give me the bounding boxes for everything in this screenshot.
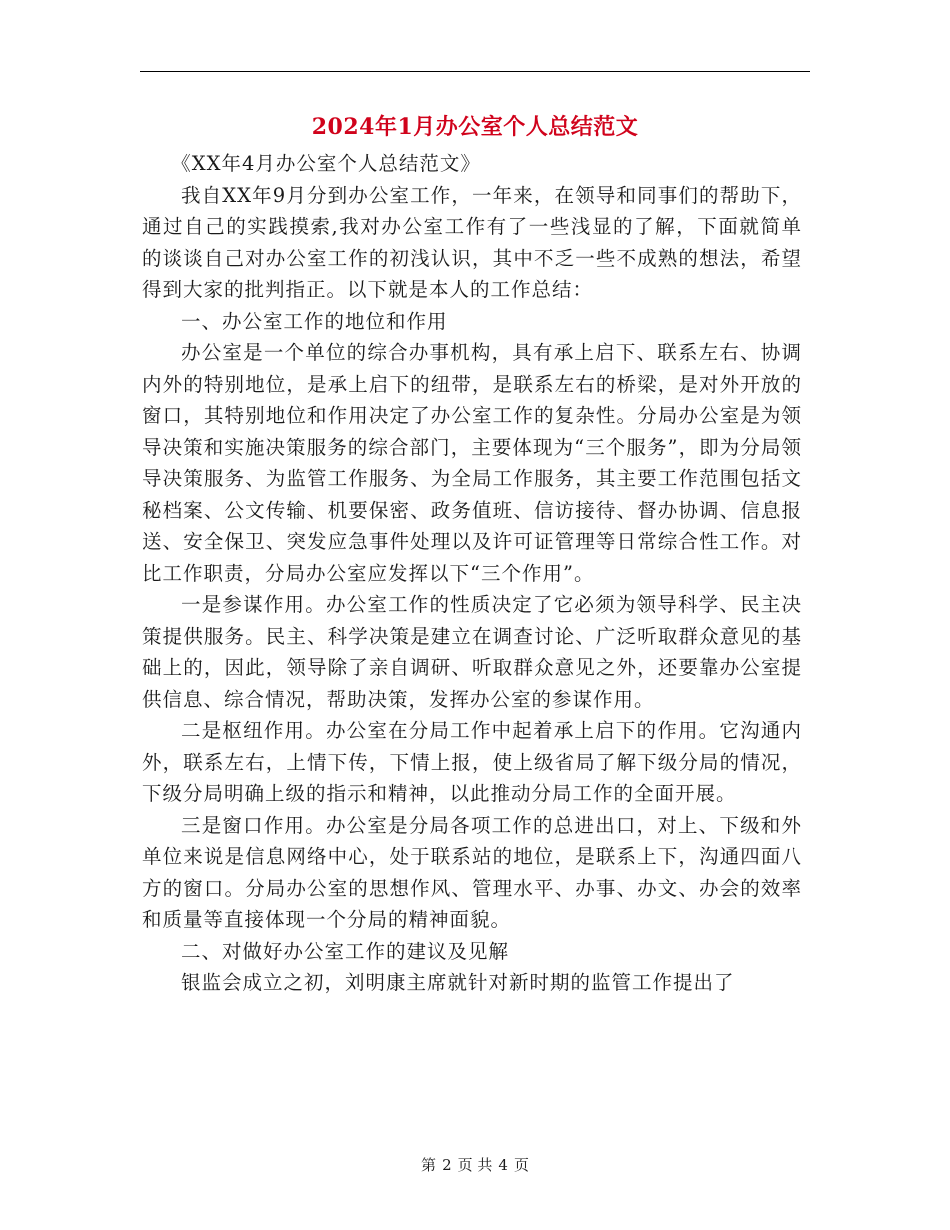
document-body: [142, 148, 802, 999]
paragraph-window-role: 三是窗口作用。办公室是分局各项工作的总进出口，对上、下级和外单位来说是信息网络中心，处于联系站的地位，是联系上下，沟通四面八方的窗口。分局办公室的思想作风、管理水平、办事、办文、办会的效率和质量等直接体现一个分局的精神面貌。: [142, 813, 802, 931]
footer-middle: 页 共: [457, 1156, 493, 1174]
header-rule: [140, 71, 810, 72]
footer-total-pages: 4: [498, 1156, 508, 1174]
document-title: 2024年1月办公室个人总结范文: [311, 114, 639, 140]
paragraph-continuation: 银监会成立之初，刘明康主席就针对新时期的监管工作提出了: [181, 971, 735, 994]
page-footer: [0, 1154, 950, 1176]
paragraph-hub-role: 二是枢纽作用。办公室在分局工作中起着承上启下的作用。它沟通内外，联系左右，上情下传，下情上报，使上级省局了解下级分局的情况，下级分局明确上级的指示和精神，以此推动分局工作的全面开展。: [142, 719, 802, 805]
paragraph-intro: 我自XX年9月分到办公室工作，一年来，在领导和同事们的帮助下，通过自己的实践摸索,我对办公室工作有了一些浅显的了解，下面就简单的谈谈自己对办公室工作的初浅认识，其中不乏一些不成熟的想法，希望得到大家的批判指正。以下就是本人的工作总结：: [142, 183, 802, 301]
paragraph-office-role: 办公室是一个单位的综合办事机构，具有承上启下、联系左右、协调内外的特别地位，是承上启下的纽带，是联系左右的桥梁，是对外开放的窗口，其特别地位和作用决定了办公室工作的复杂性。分局办公室是为领导决策和实施决策服务的综合部门，主要体现为“三个服务”，即为分局领导决策服务、为监管工作服务、为全局工作服务，其主要工作范围包括文秘档案、公文传输、机要保密、政务值班、信访接待、督办协调、信息报送、安全保卫、突发应急事件处理以及许可证管理等日常综合性工作。对比工作职责，分局办公室应发挥以下“三个作用”。: [142, 341, 802, 585]
document-subtitle: 《XX年4月办公室个人总结范文》: [171, 152, 481, 175]
section-heading-1: 一、办公室工作的地位和作用: [181, 309, 448, 333]
paragraph-advisory-role: 一是参谋作用。办公室工作的性质决定了它必须为领导科学、民主决策提供服务。民主、科学决策是建立在调查讨论、广泛听取群众意见的基础上的，因此，领导除了亲自调研、听取群众意见之外，还要靠办公室提供信息、综合情况，帮助决策，发挥办公室的参谋作用。: [142, 593, 802, 711]
footer-page-number: 2: [442, 1156, 452, 1174]
footer-suffix: 页: [513, 1156, 529, 1174]
footer-prefix: 第: [421, 1156, 437, 1174]
section-heading-2: 二、对做好办公室工作的建议及见解: [181, 939, 510, 963]
